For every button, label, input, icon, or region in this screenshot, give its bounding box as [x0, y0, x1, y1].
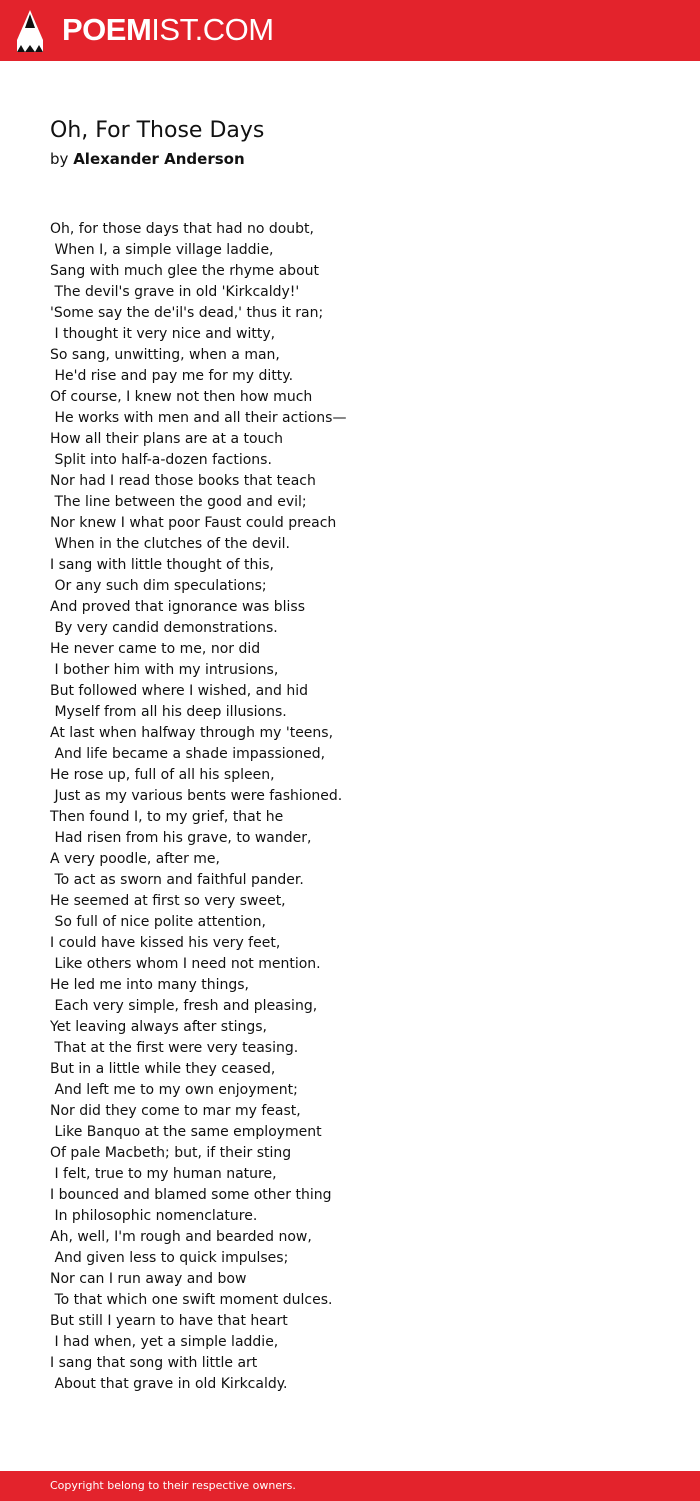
poem-line: He rose up, full of all his spleen, — [50, 767, 275, 783]
poem-line: In philosophic nomenclature. — [50, 1208, 258, 1224]
poem-line: He led me into many things, — [50, 977, 249, 993]
poem-line: To act as sworn and faithful pander. — [50, 872, 304, 888]
poem-line: Of pale Macbeth; but, if their sting — [50, 1145, 292, 1161]
poem-line: A very poodle, after me, — [50, 851, 220, 867]
poem-line: By very candid demonstrations. — [50, 620, 278, 636]
logo-light-text: IST.COM — [151, 12, 274, 47]
poem-title: Oh, For Those Days — [50, 118, 265, 143]
poem-line: So sang, unwitting, when a man, — [50, 347, 280, 363]
poem-line: And left me to my own enjoyment; — [50, 1082, 298, 1098]
poem-line: The devil's grave in old 'Kirkcaldy!' — [50, 284, 300, 300]
poem-line: Just as my various bents were fashioned. — [50, 788, 343, 804]
poem-line: I thought it very nice and witty, — [50, 326, 276, 342]
poem-line: The line between the good and evil; — [50, 494, 307, 510]
poem-line: But in a little while they ceased, — [50, 1061, 276, 1077]
poem-line: Split into half-a-dozen factions. — [50, 452, 272, 468]
author-name: Alexander Anderson — [73, 150, 245, 168]
poem-line: I felt, true to my human nature, — [50, 1166, 277, 1182]
poem-line: So full of nice polite attention, — [50, 914, 266, 930]
byline — [50, 149, 245, 169]
poem-line: I sang with little thought of this, — [50, 557, 274, 573]
poem-line: Yet leaving always after stings, — [50, 1019, 267, 1035]
poem-line: That at the first were very teasing. — [50, 1040, 299, 1056]
poem-line: He seemed at first so very sweet, — [50, 893, 286, 909]
poem-line: When in the clutches of the devil. — [50, 536, 291, 552]
poem-line: Then found I, to my grief, that he — [50, 809, 284, 825]
poem-line: Or any such dim speculations; — [50, 578, 267, 594]
poem-line: Of course, I knew not then how much — [50, 389, 313, 405]
poem-line: Each very simple, fresh and pleasing, — [50, 998, 318, 1014]
poem-line: He works with men and all their actions— — [50, 410, 347, 426]
poem-line: Nor did they come to mar my feast, — [50, 1103, 301, 1119]
poem-body — [50, 219, 650, 1395]
poem-line: Had risen from his grave, to wander, — [50, 830, 312, 846]
poem-line: I bounced and blamed some other thing — [50, 1187, 332, 1203]
poem-line: When I, a simple village laddie, — [50, 242, 274, 258]
poem-line: Ah, well, I'm rough and bearded now, — [50, 1229, 312, 1245]
poem-line: Nor can I run away and bow — [50, 1271, 247, 1287]
poem-line: Myself from all his deep illusions. — [50, 704, 287, 720]
poem-line: I bother him with my intrusions, — [50, 662, 279, 678]
poem-line: I sang that song with little art — [50, 1355, 258, 1371]
poem-line: He'd rise and pay me for my ditty. — [50, 368, 294, 384]
pencil-icon[interactable] — [16, 9, 44, 53]
poem-line: Oh, for those days that had no doubt, — [50, 221, 314, 237]
poem-line: I could have kissed his very feet, — [50, 935, 281, 951]
by-label: by — [50, 150, 69, 168]
poem-line: But followed where I wished, and hid — [50, 683, 309, 699]
site-footer — [0, 1471, 700, 1501]
copyright-text: Copyright belong to their respective owners. — [50, 1479, 296, 1492]
site-header — [0, 0, 700, 61]
poem-line: And life became a shade impassioned, — [50, 746, 326, 762]
poem-line: But still I yearn to have that heart — [50, 1313, 288, 1329]
poem-line: About that grave in old Kirkcaldy. — [50, 1376, 288, 1392]
poem-line: And proved that ignorance was bliss — [50, 599, 306, 615]
poem-line: Like others whom I need not mention. — [50, 956, 321, 972]
poem-line: I had when, yet a simple laddie, — [50, 1334, 279, 1350]
poem-line: Like Banquo at the same employment — [50, 1124, 322, 1140]
poem-line: How all their plans are at a touch — [50, 431, 283, 447]
poem-line: Nor had I read those books that teach — [50, 473, 316, 489]
poem-line: To that which one swift moment dulces. — [50, 1292, 333, 1308]
poem-line: He never came to me, nor did — [50, 641, 261, 657]
poem-line: 'Some say the de'il's dead,' thus it ran; — [50, 305, 324, 321]
poem-line: Sang with much glee the rhyme about — [50, 263, 320, 279]
poem-line: At last when halfway through my 'teens, — [50, 725, 334, 741]
logo-bold-text: POEM — [62, 12, 152, 47]
site-logo[interactable] — [62, 12, 274, 48]
poem-line: And given less to quick impulses; — [50, 1250, 289, 1266]
poem-line: Nor knew I what poor Faust could preach — [50, 515, 337, 531]
